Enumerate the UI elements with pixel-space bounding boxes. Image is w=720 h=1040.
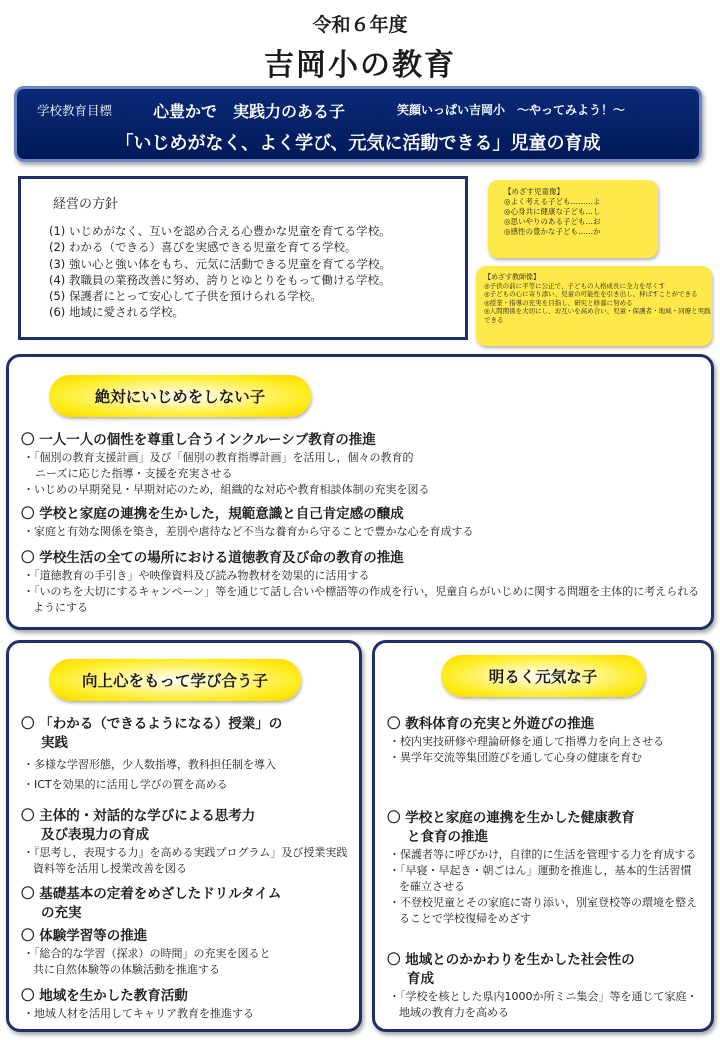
- bullet-text: ・いじめの早期発見・早期対応のため，組織的な対応や教育相談体制の充実を図る: [23, 483, 430, 496]
- health-food-education-section: [387, 809, 699, 927]
- bullet-text-cont: 共に自然体験等の体験活動を推進する: [33, 963, 220, 976]
- goal-subtitle: 「いじめがなく、よく学び、元気に活動できる」児童の育成: [115, 133, 601, 154]
- inclusive-education-section: [21, 431, 581, 498]
- bullet-text: ・「道徳教育の手引き」や映像資料及び読み物教材を効果的に活用する: [23, 569, 370, 582]
- healthy-pill: 明るく元気な子: [441, 655, 645, 697]
- learning-pill: 向上心をもって学び合う子: [49, 659, 301, 701]
- management-list: [49, 223, 391, 321]
- active-learning-section: [21, 807, 351, 877]
- community-sociality-section: [387, 951, 699, 1021]
- section-heading-cont: の充実: [41, 905, 82, 921]
- section-heading: 〇 体験学習等の推進: [21, 928, 148, 944]
- ideal-teacher-heading: 【めざす教師像】: [484, 273, 540, 281]
- community-education-section: [21, 987, 351, 1022]
- bullet-text: ・異学年交流等集団遊びを通して心身の健康を育む: [389, 751, 642, 764]
- bullet-text: ・不登校児童とその家庭に寄り添い，別室登校等の環境を整えることで学校復帰をめざす: [389, 896, 697, 925]
- bullet-text: ・多様な学習形態，少人数指導，教科担任制を導入: [23, 758, 276, 771]
- section-heading: 〇 学校と家庭の連携を生かした健康教育: [387, 810, 635, 826]
- ideal-student-item: ◎思いやりのある子ども…お: [504, 217, 601, 226]
- ideal-teacher-item: ◎人間関係を大切にし、お互いを高め合い、児童・保護者・地域・同僚と実践できる: [484, 307, 711, 324]
- management-item: (6) 地域に愛される学校。: [49, 305, 184, 320]
- fiscal-year: 令和６年度: [312, 14, 408, 36]
- section-heading: 〇 教科体育の充実と外遊びの推進: [387, 716, 595, 732]
- page-title: 吉岡小の教育: [264, 48, 456, 83]
- experiential-learning-section: [21, 927, 351, 978]
- section-heading: 〇 地域とのかかわりを生かした社会性の: [387, 952, 635, 968]
- section-heading: 〇 学校生活の全ての場所における道徳教育及び命の教育の推進: [21, 550, 404, 566]
- bullet-text: ・『思考し，表現する力』を高める実践プログラム」及び授業実践資料等を活用し授業改善を図る: [23, 846, 348, 875]
- ideal-teacher-item: ◎子供の前に平等に公正で、子どもの人格成長に全力を尽くす: [484, 282, 666, 290]
- bullet-text: ・保護者等に呼びかけ，自律的に生活を管理する力を育成する: [389, 848, 697, 861]
- bullet-text: ・「学校を核とした県内1000か所ミニ集会」等を通じて家庭・地域の教育力を高める: [389, 990, 698, 1019]
- section-heading-cont: 実践: [41, 735, 68, 751]
- ideal-student-item: ◎心身共に健康な子ども…し: [504, 207, 601, 216]
- ideal-teacher-note: [476, 266, 712, 346]
- section-heading: 〇 学校と家庭の連携を生かした，規範意識と自己肯定感の醸成: [21, 506, 404, 522]
- bullet-text: ・「いのちを大切にするキャンペーン」等を通じて話し合いや標語等の作成を行い，児童自らがいじめに関する問題を主体的に考えられるようにする: [23, 585, 700, 614]
- management-item: (5) 保護者にとって安心して子供を預けられる学校。: [49, 289, 322, 304]
- section-heading-cont: と食育の推進: [407, 829, 488, 845]
- section-heading-cont: 及び表現力の育成: [41, 827, 149, 843]
- bullet-text: ・ICTを効果的に活用し学びの質を高める: [23, 778, 228, 791]
- section-heading: 〇 「わかる（できるようになる）授業」の: [21, 716, 283, 732]
- bullet-text: ・「早寝・早起き・朝ごはん」運動を推進し，基本的生活習慣を確立させる: [389, 864, 692, 893]
- management-item: (1) いじめがなく、互いを認め合える心豊かな児童を育てる学校。: [49, 224, 391, 238]
- school-goal-banner: [14, 86, 702, 162]
- ideal-student-item: ◎よく考える子ども………よ: [504, 197, 601, 206]
- bullet-text: ・校内実技研修や理論研修を通して指導力を向上させる: [389, 735, 664, 748]
- management-item: (4) 教職員の業務改善に努め、誇りとゆとりをもって働ける学校。: [49, 272, 391, 287]
- bullet-text: ・「個別の教育支援計画」及び「個別の教育指導計画」を活用し，個々の教育的: [23, 451, 414, 464]
- management-policy-box: [18, 176, 468, 340]
- physical-education-section: [387, 715, 699, 766]
- bullet-text: ・地域人材を活用してキャリア教育を推進する: [23, 1007, 254, 1020]
- bullet-text: ・家庭と有効な関係を築き，差別や虐待など不当な養育から守ることで豊かな心を育成する: [23, 525, 474, 538]
- drill-time-section: [21, 885, 351, 923]
- learning-panel: [6, 640, 362, 1032]
- section-heading: 〇 基礎基本の定着をめざしたドリルタイム: [21, 886, 282, 902]
- ideal-student-heading: 【めざす児童像】: [504, 187, 564, 196]
- ideal-teacher-item: ◎授業・指導の充実を目指し、研究と修養に努める: [484, 298, 633, 307]
- section-heading: 〇 主体的・対話的な学びによる思考力: [21, 808, 256, 824]
- ideal-teacher-item: ◎子どもの心に寄り添い、児童の可能性を引き出し、伸ばすことができる: [484, 290, 698, 299]
- management-item: (2) わかる（できる）喜びを実感できる児童を育てる学校。: [49, 240, 357, 255]
- anti-bullying-pill: 絶対にいじめをしない子: [49, 375, 311, 417]
- home-school-section: [21, 505, 681, 540]
- management-title: 経営の方針: [53, 197, 119, 212]
- goal-motto: 笑顔いっぱい吉岡小 ～やってみよう！～: [397, 103, 626, 117]
- section-heading-cont: 育成: [407, 971, 434, 987]
- management-item: (3) 強い心と強い体をもち、元気に活動できる児童を育てる学校。: [49, 256, 391, 271]
- anti-bullying-panel: [6, 354, 714, 630]
- bullet-text: ・「総合的な学習（探求）の時間」の充実を図ると: [23, 947, 271, 960]
- section-heading: 〇 一人一人の個性を尊重し合うインクルーシブ教育の推進: [21, 432, 376, 448]
- goal-main-text: 心豊かで 実践力のある子: [153, 102, 346, 121]
- goal-label: 学校教育目標: [37, 103, 113, 118]
- section-heading: 〇 地域を生かした教育活動: [21, 988, 188, 1004]
- ideal-student-item: ◎感性の豊かな子ども……か: [504, 227, 601, 236]
- understandable-lessons-section: [21, 715, 351, 793]
- healthy-panel: [372, 640, 714, 1032]
- bullet-text-cont: ニーズに応じた指導・支援を充実させる: [35, 467, 233, 480]
- moral-education-section: [21, 549, 701, 616]
- ideal-student-note: [488, 180, 658, 258]
